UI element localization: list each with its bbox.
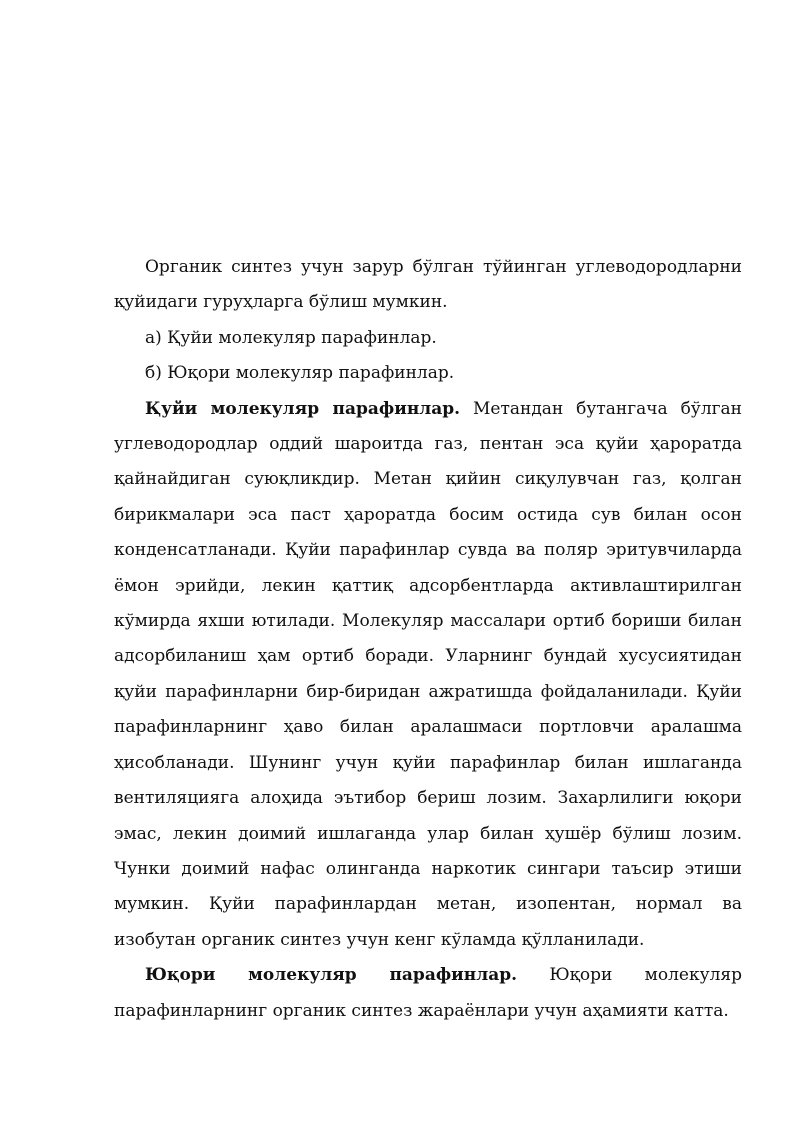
list-item-lower-paraffins	[114, 321, 742, 356]
paragraph-text: б) Юқори молекуляр парафинлар.	[145, 363, 455, 384]
paragraph-text: Метандан бутангача бўлган углеводородлар оддий шароитда газ, пентан эса қуйи ҳароратда қайнайдиган суюқликдир. Метан қийин сиқулувчан газ, қолган бирикмалари эса паст ҳароратда босим остида сув билан осон конденсатланади. Қуйи парафинлар сувда ва поляр эритувчиларда ёмон эрийди, лекин қаттиқ адсорбентларда активлаштирилган кўмирда яхши ютилади. Молекуляр массалари ортиб бориши билан адсорбиланиш ҳам ортиб боради. Уларнинг бундай хусусиятидан қуйи парафинларни бир-биридан ажратишда фойдаланилади. Қуйи парафинларнинг ҳаво билан аралашмаси портловчи аралашма ҳисобланади. Шунинг учун қуйи парафинлар билан ишлаганда вентиляцияга алоҳида эътибор бериш лозим. Захарлилиги юқори эмас, лекин доимий ишлаганда улар билан ҳушёр бўлиш лозим. Чунки доимий нафас олинганда наркотик сингари таъсир этиши мумкин. Қуйи парафинлардан метан, изопентан, нормал ва изобутан органик синтез учун кенг кўламда қўлланилади.	[114, 398, 742, 950]
paragraph-text: Органик синтез учун зарур бўлган тўйинган углеводородларни қуйидаги гуруҳларга бўлиш мумкин.	[114, 257, 742, 313]
document-page	[114, 250, 742, 1029]
section-heading: Қуйи молекуляр парафинлар.	[145, 398, 461, 419]
list-item-higher-paraffins	[114, 356, 742, 391]
section-heading: Юқори молекуляр парафинлар.	[145, 965, 518, 986]
paragraph-text: а) Қуйи молекуляр парафинлар.	[145, 327, 437, 348]
paragraph-text: Юқори молекуляр парафинларнинг органик синтез жараёнлари учун аҳамияти катта.	[114, 965, 742, 1021]
paragraph-lower-paraffins	[114, 392, 742, 959]
paragraph-intro	[114, 250, 742, 321]
paragraph-higher-paraffins	[114, 958, 742, 1029]
